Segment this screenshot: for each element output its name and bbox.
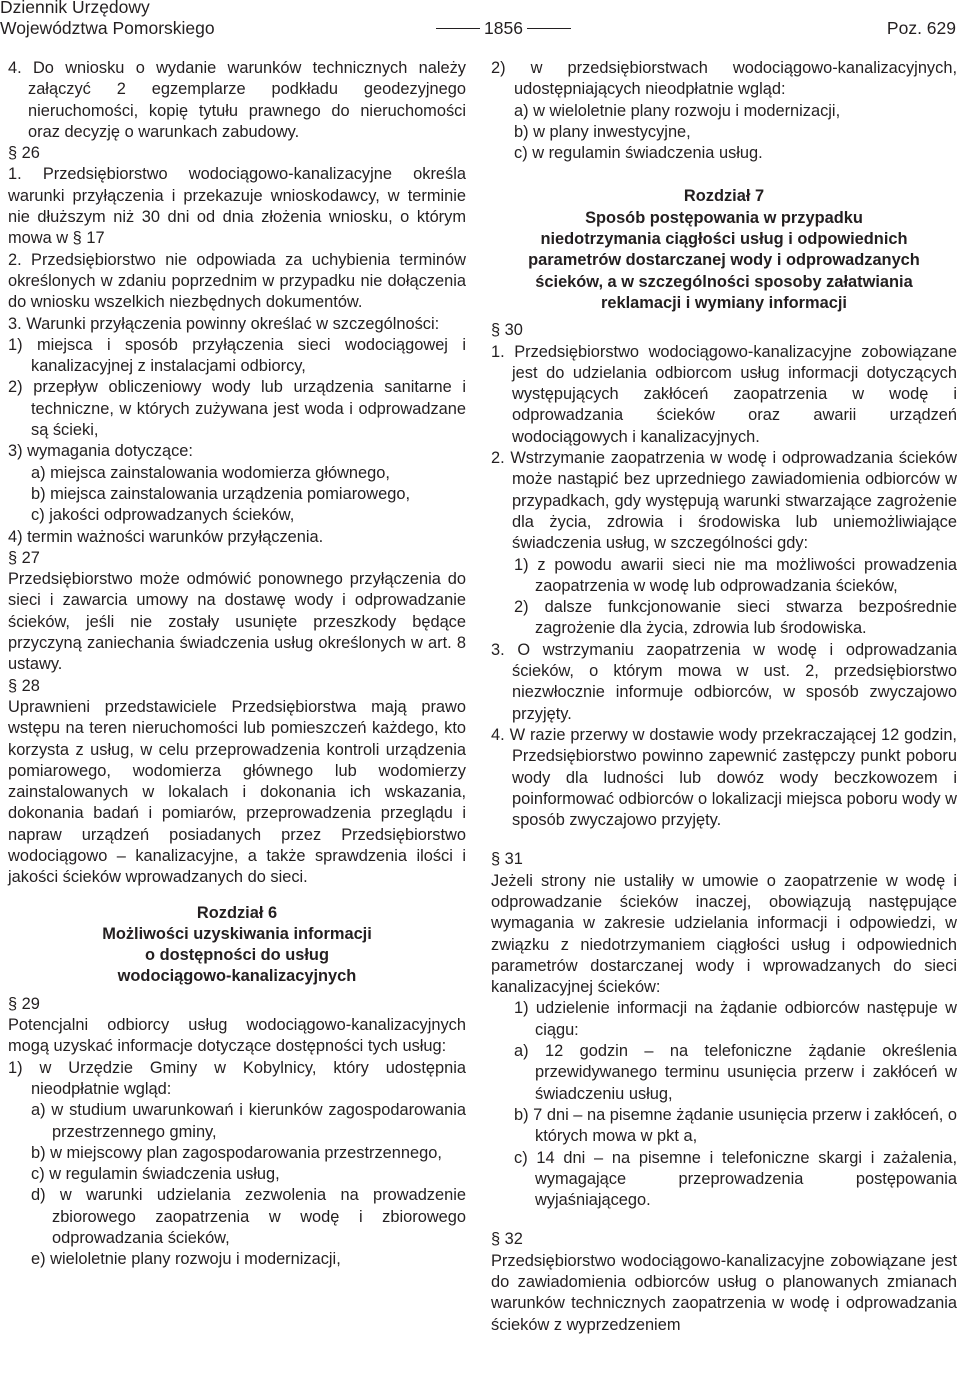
list-item: e) wieloletnie plany rozwoju i modernizacji,	[31, 1250, 341, 1269]
list-item: a) 12 godzin – na telefoniczne żądanie określenia przewidywanego terminu usunięcia przerw i zakłóceń w świadczeniu usług,	[514, 1042, 957, 1103]
journal-title	[0, 0, 215, 39]
left-column	[8, 58, 466, 1271]
list-item: b) miejsca zainstalowania urządzenia pomiarowego,	[31, 484, 411, 503]
list-item: b) 7 dni – na pisemne żądanie usunięcia przerw i zakłóceń, o których mowa w pkt a,	[514, 1105, 957, 1146]
paragraph: Potencjalni odbiorcy usług wodociągowo-kanalizacyjnych mogą uzyskać informacje dotyczące dostępności tych usług:	[8, 1016, 466, 1056]
paragraph: Przedsiębiorstwo wodociągowo-kanalizacyjne zobowiązane jest do zawiadomienia odbiorców usług o planowanych zmianach warunków technicznych zaopatrzenia w wodę i odprowadzania ścieków z wyprzedzeniem	[491, 1251, 957, 1334]
list-item: 2) przepływ obliczeniowy wody lub urządzenia sanitarne i techniczne, w których zużywana jest woda i odprowadzane są ścieki,	[8, 378, 466, 440]
paragraph: 1. Przedsiębiorstwo wodociągowo-kanalizacyjne określa warunki przyłączenia i przekazuje wnioskodawcy, w terminie nie dłuższym niż 30 dni od dnia złożenia wniosku, o którym mowa w § 17	[8, 165, 466, 248]
list-item: 3) wymagania dotyczące:	[8, 442, 193, 461]
section-heading: § 32	[491, 1230, 523, 1249]
chapter-title-line: Rozdział 6	[196, 903, 278, 922]
paragraph: 2. Wstrzymanie zaopatrzenia w wodę i odprowadzania ścieków może nastąpić bez uprzedniego zawiadomienia odbiorców w przypadkach, gdy występują warunki stwarzające zagrożenie dla życia, zdrowia i środowiska lub uniemożliwiające świadczenia usług, w szczególności gdy:	[491, 449, 957, 553]
list-item: 1) udzielenie informacji na żądanie odbiorców następuje w ciągu:	[514, 999, 957, 1039]
list-item: a) w wieloletnie plany rozwoju i modernizacji,	[514, 101, 841, 120]
journal-title-line1: Dziennik Urzędowy	[0, 0, 150, 17]
list-item: d) w warunki udzielania zezwolenia na prowadzenie zbiorowego zaopatrzenia w wodę i zbiorowego odprowadzania ścieków,	[31, 1186, 466, 1248]
list-item: 2) w przedsiębiorstwach wodociągowo-kanalizacyjnych, udostępniających nieodpłatnie wgląd:	[491, 59, 957, 99]
chapter-title-line: Możliwości uzyskiwania informacji	[102, 924, 372, 943]
chapter-title-line: reklamacji i wymiany informacji	[601, 293, 847, 312]
rule-right	[527, 28, 571, 29]
chapter-title-line: ścieków, a w szczególności sposoby załatwiania	[535, 272, 913, 291]
chapter-title-line: wodociągowo-kanalizacyjnych	[117, 967, 357, 986]
section-heading: § 28	[8, 676, 40, 695]
paragraph: 3. O wstrzymaniu zaopatrzenia w wodę i odprowadzania ścieków, o którym mowa w ust. 2, przedsiębiorstwo niezwłocznie informuje odbiorców, w sposób zwyczajowo przyjęty.	[491, 640, 957, 723]
page-number-value: 1856	[484, 18, 523, 38]
list-item: b) w miejscowy plan zagospodarowania przestrzennego,	[31, 1143, 442, 1162]
list-item: 4) termin ważności warunków przyłączenia.	[8, 527, 324, 546]
section-heading: § 29	[8, 994, 40, 1013]
chapter-heading	[8, 903, 466, 988]
rule-left	[436, 28, 480, 29]
right-column	[491, 58, 957, 1336]
section-heading: § 31	[491, 850, 523, 869]
list-item: 1) miejsca i sposób przyłączenia sieci wodociągowej i kanalizacyjnej z instalacjami odbiorcy,	[8, 335, 466, 376]
paragraph: Przedsiębiorstwo może odmówić ponownego przyłączenia do sieci i zawarcia umowy na dostawę wody i odprowadzanie ścieków, jeśli nie zostały usunięte przeszkody będące przyczyną zaniechania świadczenia usług określonych w art. 8 ustawy.	[8, 570, 466, 674]
list-item: c) jakości odprowadzanych ścieków,	[31, 506, 295, 525]
list-item: a) miejsca zainstalowania wodomierza głównego,	[31, 463, 390, 482]
chapter-title-line: Sposób postępowania w przypadku	[585, 208, 863, 227]
list-item: 2) dalsze funkcjonowanie sieci stwarza bezpośrednie zagrożenie dla życia, zdrowia lub środowiska.	[514, 598, 957, 638]
paragraph: 4. W razie przerwy w dostawie wody przekraczającej 12 godzin, Przedsiębiorstwo powinno zapewnić zastępczy punkt poboru wody dla ludności lub dowóz wody beczkowozem i poinformować odbiorców o lokalizacji miejsca poboru wody w sposób zwyczajowo przyjęty.	[491, 725, 957, 830]
page-number	[432, 18, 575, 39]
list-item: b) w plany inwestycyjne,	[514, 122, 691, 141]
section-heading: § 26	[8, 144, 40, 163]
paragraph: 2. Przedsiębiorstwo nie odpowiada za uchybienia terminów określonych w zdaniu poprzednim w przypadku nie dołączenia do wniosku wszelkich niezbędnych dokumentów.	[8, 250, 466, 312]
chapter-title-line: parametrów dostarczanej wody i odprowadzanych	[528, 251, 920, 270]
list-item: a) w studium uwarunkowań i kierunków zagospodarowania przestrzennego gminy,	[31, 1101, 466, 1141]
chapter-title-line: o dostępności do usług	[145, 946, 329, 965]
page-header	[0, 0, 960, 44]
list-item: c) w regulamin świadczenia usług,	[31, 1165, 280, 1184]
paragraph: Jeżeli strony nie ustaliły w umowie o zaopatrzenie w wodę i odprowadzanie ścieków inaczej, obowiązują następujące wymagania w zakresie udzielania informacji i odpowiedzi, w związku z niedotrzymaniem ciągłości usług i odpowiednich parametrów dostarczanej wody i wprowadzanych do sieci kanalizacyjnej ścieków:	[491, 871, 957, 997]
list-item: 1) w Urzędzie Gminy w Kobylnicy, który udostępnia nieodpłatnie wgląd:	[8, 1058, 466, 1098]
chapter-title-line: niedotrzymania ciągłości usług i odpowiednich	[540, 230, 908, 249]
chapter-heading	[491, 186, 957, 314]
journal-title-line2: Województwa Pomorskiego	[0, 18, 215, 38]
paragraph: 3. Warunki przyłączenia powinny określać w szczególności:	[8, 314, 440, 333]
position-number: Poz. 629	[886, 18, 956, 38]
list-item: c) 14 dni – na pisemne i telefoniczne skargi i zażalenia, wymagające przeprowadzenia postępowania wyjaśniającego.	[514, 1148, 957, 1210]
section-heading: § 27	[8, 548, 40, 567]
section-heading: § 30	[491, 321, 523, 340]
list-item: 1) z powodu awarii sieci nie ma możliwości prowadzenia zaopatrzenia w wodę lub odprowadzania ścieków,	[514, 555, 957, 595]
paragraph: 1. Przedsiębiorstwo wodociągowo-kanalizacyjne zobowiązane jest do udzielania odbiorcom usług informacji dotyczących występujących zakłóceń zaopatrzenia w wodę i odprowadzania ścieków oraz awarii urządzeń wodociągowych i kanalizacyjnych.	[491, 342, 957, 446]
paragraph: Uprawnieni przedstawiciele Przedsiębiorstwa mają prawo wstępu na teren nieruchomości lub pomieszczeń każdego, kto korzysta z usług, w celu przeprowadzenia kontroli urządzenia pomiarowego, wodomierza głównego lub wodomierzy zainstalowanych w lokalach i dokonania ich wskazania, dokonania badań i pomiarów, przeprowadzenia przeglądu i napraw urządzeń posiadanych przez Przedsiębiorstwo wodociągowo – kanalizacyjne, a także sprawdzenia ilości i jakości ścieków wprowadzanych do sieci.	[8, 697, 466, 887]
paragraph: 4. Do wniosku o wydanie warunków technicznych należy załączyć 2 egzemplarze podkładu geodezyjnego nieruchomości, kopię tytułu prawnego do nieruchomości oraz decyzję o warunkach zabudowy.	[8, 59, 466, 141]
chapter-title-line: Rozdział 7	[683, 187, 765, 206]
list-item: c) w regulamin świadczenia usług.	[514, 144, 763, 163]
